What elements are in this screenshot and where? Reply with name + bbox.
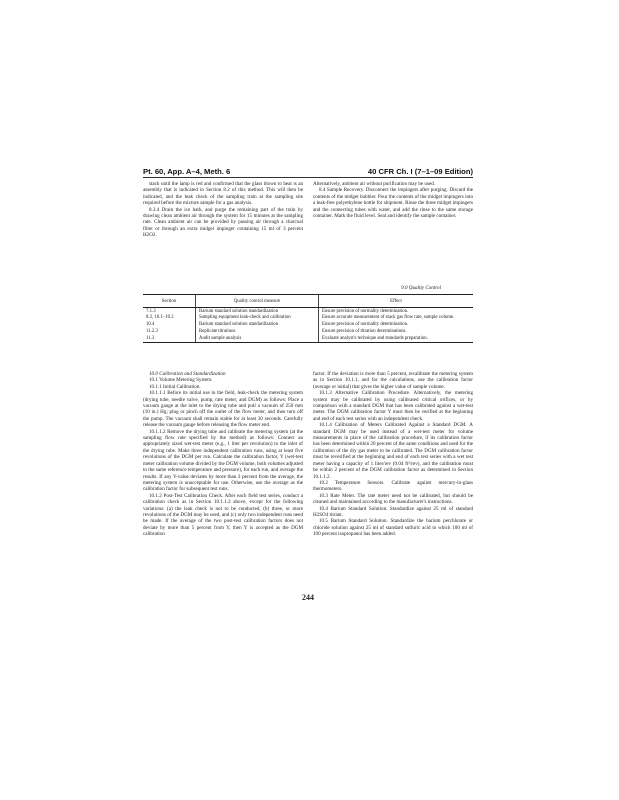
paragraph: 10.4 Barium Standard Solution. Standardize against 25 ml of standard H2SO4 titrant. xyxy=(313,505,473,518)
cell-effect: Ensure accurate measurement of stack gas flow rate, sample volume. xyxy=(319,315,474,322)
paragraph: factor. If the deviation is more than 5 percent, recalibrate the metering system as in Section 10.1.1, and for the calculations, use the calibration factor (average or initial) that gives the higher value of sample volume. xyxy=(313,371,473,390)
subsection-heading: 10.1.1 Initial Calibration. xyxy=(149,383,201,390)
cell-section: 11.3 xyxy=(143,335,196,342)
table-row xyxy=(143,308,473,315)
cell-effect: Ensure precision of titration determinations. xyxy=(319,328,474,335)
cell-measure: Barium standard solution standardization xyxy=(196,322,319,329)
cell-effect: Evaluate analyst's technique and standards preparation. xyxy=(319,335,474,342)
top-right-column xyxy=(313,181,473,219)
paragraph: 10.1.1.2 Remove the drying tube and calibrate the metering system (at the sampling flow rate specified by the method) as follows: Connect an appropriately sized wet-test meter (e.g., 1 liter per revolution) to the inlet of the drying tube. Make three independent calibration runs, using at least five revolutions of the DGM per run. Calculate the calibration factor, Y (wet-test meter calibration volume divided by the DGM volume, both volumes adjusted to the same reference temperature and pressure), for each run, and average the results. If any Y-value deviates by more than 2 percent from the average, the metering system is unacceptable for use. Otherwise, use the average as the calibration factor for subsequent test runs. xyxy=(143,428,303,493)
table-row xyxy=(143,328,473,335)
top-left-column xyxy=(143,181,303,239)
cell-measure: Sampling equipment leak-check and calibration xyxy=(196,315,319,322)
paragraph: 8.4 Sample Recovery. Disconnect the impingers after purging. Discard the contents of the midget bubbler. Pour the contents of the midget impingers into a leak-free polyethylene bottle for shipment. Rinse the three midget impingers and the connecting tubes with water, and add the rinse to the same storage container. Mark the fluid level. Seal and identify the sample container. xyxy=(313,187,473,220)
cell-measure: Audit sample analysis xyxy=(196,335,319,342)
bottom-left-column xyxy=(143,371,303,538)
paragraph: 10.1.2 Post-Test Calibration Check. After each field test series, conduct a calibration check as in Section 10.1.1.2 above, except for the following variations: (a) the leak check is not to be conducted, (b) three, or more revolutions of the DGM may be used, and (c) only two independent runs need be made. If the average of the two post-test calibration factors does not deviate by more than 5 percent from Y, then Y is accepted as the DGM calibration xyxy=(143,492,303,538)
cell-section: 8.2, 10.1–10.3 xyxy=(146,315,174,321)
cell-measure: Barium standard solution standardization xyxy=(196,308,319,315)
header-rule xyxy=(143,177,473,178)
cell-section: 7.1.3 xyxy=(146,308,156,314)
paragraph: Alternatively, ambient air without purification may be used. xyxy=(313,181,436,187)
cell-effect: Ensure precision of normality determination. xyxy=(319,308,474,315)
paragraph: 8.3.4 Drain the ice bath, and purge the remaining part of the train by drawing clean ambient air through the system for 15 minutes at the sampling rate. Clean ambient air can be provided by passing air through a charcoal filter or through an extra midget impinger containing 15 ml of 3 percent H2O2. xyxy=(143,206,303,239)
paragraph: stack until the lamp is red and confirmed that the glass blown to heat is an assembly that is indicated in Section 8.2 of this method. This will then be indicated, and the leak check of the sampling train at the sampling site required before the mixture sample for a gas analysis. xyxy=(143,181,303,207)
table-row xyxy=(143,315,473,322)
paragraph: 10.1.4 Calibration of Meters Calibrated Against a Standard DGM. A standard DGM may be used instead of a wet-test meter for volume measurements in place of the calibration procedure, if its calibration factor has been determined within 20 percent of the same conditions and used for the calibration of the dry gas meter to be calibrated. The DGM calibration factor must be reverified at the beginning and end of each test series with a wet test meter having a capacity of 1 liter/rev (0.04 ft³/rev), and the calibration must be within 2 percent of the DGM calibration factor as determined in Section 10.1.1.2. xyxy=(313,422,473,480)
paragraph: 10.2 Temperature Sensors. Calibrate against mercury-in-glass thermometers. xyxy=(313,479,473,493)
column-header-measure: Quality control measure xyxy=(196,295,319,308)
document-page xyxy=(143,0,473,800)
table-caption: 9.0 Quality Control xyxy=(401,285,441,291)
column-header-effect: Effect xyxy=(319,295,474,308)
table-row xyxy=(143,335,473,342)
quality-control-table xyxy=(143,294,473,343)
paragraph: 10.5 Barium Standard Solution. Standardize the barium perchlorate or chloride solution against 25 ml of standard sulfuric acid to which 100 ml of 100 percent isopropanol has been added. xyxy=(313,518,473,538)
cell-section: 11.2.3 xyxy=(146,328,158,334)
cell-section: 10.4 xyxy=(146,322,155,328)
cell-effect: Ensure precision of normality determination. xyxy=(319,322,474,329)
paragraph: 10.1.3 Alternative Calibration Procedure. Alternatively, the metering system may be calibrated by using calibrated critical orifices, or by comparison with a standard DGM that has been calibrated against a wet-test meter. The DGM calibration factor Y must then be verified at the beginning and end of each test series with an independent check. xyxy=(313,390,473,422)
paragraph: 10.1.1.1 Before its initial use in the field, leak-check the metering system (drying tube, needle valve, pump, rate meter, and DGM) as follows: Place a vacuum gauge at the inlet to the drying tube and pull a vacuum of 250 mm (10 in.) Hg; plug or pinch off the outlet of the flow meter, and then turn off the pump. The vacuum shall remain stable for at least 30 seconds. Carefully release the vacuum gauge before releasing the flow meter end. xyxy=(143,390,303,429)
table-header-row xyxy=(143,295,473,308)
paragraph: 10.3 Rate Meter. The rate meter need not be calibrated, but should be cleaned and maintained according to the manufacturer's instructions. xyxy=(313,492,473,506)
table-row xyxy=(143,322,473,329)
cell-measure: Replicate titrations xyxy=(196,328,319,335)
column-header-section: Section xyxy=(143,295,196,308)
bottom-right-column xyxy=(313,371,473,538)
section-heading: 10.0 Calibration and Standardization xyxy=(149,371,226,377)
header-cfr-edition: 40 CFR Ch. I (7–1–09 Edition) xyxy=(367,167,473,176)
subsection-heading: 10.1 Volume Metering System. xyxy=(149,377,213,384)
page-number: 244 xyxy=(302,593,314,602)
header-part-reference: Pt. 60, App. A–4, Meth. 6 xyxy=(143,167,231,176)
